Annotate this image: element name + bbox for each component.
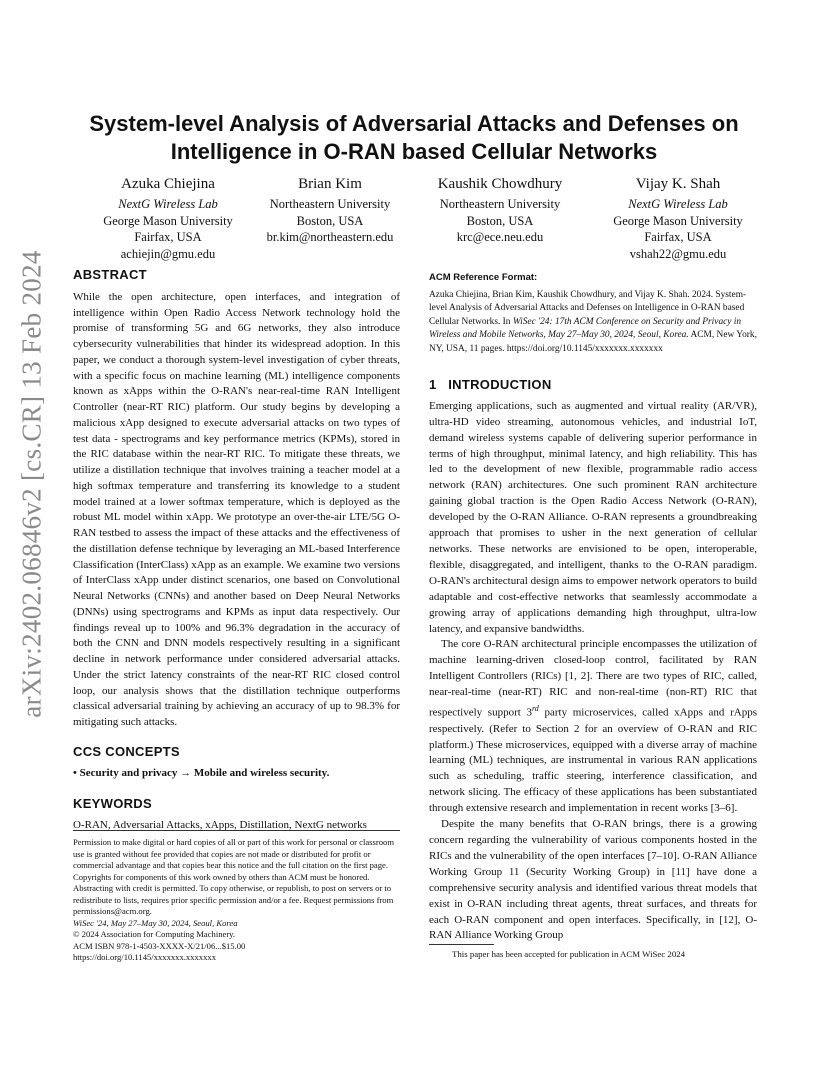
author-location: Boston, USA xyxy=(296,213,364,228)
ccs-text: • Security and privacy → Mobile and wireless security. xyxy=(73,766,330,779)
introduction-heading: 1 INTRODUCTION xyxy=(429,376,552,392)
introduction-body xyxy=(429,399,757,944)
author-email: krc@ece.neu.edu xyxy=(456,230,544,244)
author-block-1 xyxy=(78,175,258,262)
arxiv-identifier-text: arXiv:2402.06846v2 [cs.CR] 13 Feb 2024 xyxy=(16,250,47,718)
ccs-heading: CCS CONCEPTS xyxy=(73,743,180,759)
author-name: Vijay K. Shah xyxy=(635,176,721,192)
keywords-text: O-RAN, Adversarial Attacks, xApps, Distillation, NextG networks xyxy=(73,818,367,831)
author-email: achiejin@gmu.edu xyxy=(120,246,216,261)
permission-divider xyxy=(73,830,400,831)
author-email: br.kim@northeastern.edu xyxy=(266,230,394,244)
permission-text: Permission to make digital or hard copies of all or part of this work for personal or classroom use is granted without fee provided that copies are not made or distributed for profit or commercial advantage and that copies bear this notice and the full citation on the first page. Copyrights for components of this work owned by others than ACM must be honored. Abstracting with credit is permitted. To copy otherwise, or republish, to post on servers or to redistribute to lists, requires prior specific permission and/or a fee. Request permissions from permissions@acm.org. xyxy=(73,837,394,916)
intro-paragraph-2 xyxy=(429,637,757,817)
ordinal-superscript: rd xyxy=(531,704,539,714)
author-block-3 xyxy=(420,175,580,246)
right-column xyxy=(429,270,757,944)
intro-paragraph-3: Despite the many benefits that O-RAN brings, there is a growing concern regarding the vulnerability of various components hosted in the RICs and the vulnerability of the open interfaces [7–10]. O-RAN Alliance Working Group 11 (Security Working Group) in [11] have done a comprehensive security analysis and identified various threat models that exist in O-RAN including threat agents, threat surfaces, and threats for each O-RAN component and open interfaces. Specifically, in [12], O-RAN Alliance Working Group xyxy=(429,818,757,942)
permission-block xyxy=(73,837,400,964)
acceptance-footnote: This paper has been accepted for publication in ACM WiSec 2024 xyxy=(452,949,686,959)
abstract-text: While the open architecture, open interfaces, and integration of intelligence within Open Radio Access Network technology hold the promise of transforming 5G and 6G networks, they also introduce cybersecurity vulnerabilities that hinder its widespread adoption. In this paper, we conduct a thorough system-level investigation of cyber threats, with a specific focus on machine learning (ML) intelligence components known as xApps within the O-RAN's near-real-time RAN Intelligent Controller (near-RT RIC) platform. Our study begins by developing a malicious xApp designed to execute adversarial attacks on two types of test data - spectrograms and key performance metrics (KPMs), stored in the RIC database within the near-RT RIC. To mitigate these threats, we utilize a distillation technique that involves training a teacher model at a high softmax temperature and transferring its knowledge to a student model trained at a lower softmax temperature, which is deployed as the robust ML model within xApp. We prototype an over-the-air LTE/5G O-RAN testbed to assess the impact of these attacks and the effectiveness of the distillation defense technique by leveraging an ML-based Interference Classification (InterClass) xApp as an example. We examine two versions of InterClass xApp under distinct scenarios, one based on Convolutional Neural Networks (CNNs) and another based on Deep Neural Networks (DNNs) using spectrograms and KPMs as input data respectively. Our findings reveal up to 100% and 96.3% degradation in the accuracy of both the CNN and DNN models respectively resulting in a significant decline in network performance under considered adversarial attacks. Under the strict latency constraints of the near-RT RIC closed control loop, our analysis shows that the distillation technique outperforms classical adversarial training by achieving an accuracy of up to 98.3% for mitigating such attacks. xyxy=(73,290,400,729)
author-email: vshah22@gmu.edu xyxy=(629,246,727,261)
permission-isbn: ACM ISBN 978-1-4503-XXXX-X/21/06...$15.00 xyxy=(73,940,246,951)
intro-paragraph-1: Emerging applications, such as augmented and virtual reality (AR/VR), ultra-HD video streaming, autonomous vehicles, and industrial IoT, demand wireless systems capable of delivering superior performance in terms of high throughput, minimal latency, and high reliability. This has led to the development of new flexible, programmable radio access network (RAN) architectures. One such prominent RAN architecture gaining global traction is the Open Radio Access Network (O-RAN), developed by the O-RAN Alliance. O-RAN represents a groundbreaking approach that promises to usher in the next generation of cellular networks. These networks are envisioned to be open, interoperable, flexible, disaggregated, and intelligent, thanks to the O-RAN paradigm. O-RAN's architectural design aims to empower network operators to build adaptable and cost-effective networks that seamlessly accommodate a growing array of applications demanding high throughput, ultra-low latency, and expansive bandwidths. xyxy=(429,399,757,635)
title-line-1: System-level Analysis of Adversarial Attacks and Defenses on xyxy=(89,111,739,136)
author-location: Fairfax, USA xyxy=(134,230,202,244)
acm-reference-tail: ACM, New York, NY, USA, 11 pages. https://doi.org/10.1145/xxxxxxx.xxxxxxx xyxy=(429,330,757,354)
abstract-heading: ABSTRACT xyxy=(73,267,147,282)
title-line-2: Intelligence in O-RAN based Cellular Networks xyxy=(170,139,658,164)
permission-copyright: © 2024 Association for Computing Machinery. xyxy=(73,929,236,939)
author-institution: Northeastern University xyxy=(269,197,391,211)
acm-reference-text xyxy=(429,289,757,356)
acm-reference-heading: ACM Reference Format: xyxy=(429,272,538,283)
intro-paragraph-2a: The core O-RAN architectural principle encompasses the utilization of machine learning-driven closed-loop control, facilitated by RAN Intelligent Controllers (RICs) [1, 2]. There are two types of RIC, called, near-real-time (near-RT) RIC and non-real-time (non-RT) RIC that respectively support 3 xyxy=(429,638,757,719)
author-location: Fairfax, USA xyxy=(644,230,712,244)
author-block-4 xyxy=(588,175,768,262)
author-institution: Northeastern University xyxy=(439,197,561,211)
arxiv-identifier-stamp xyxy=(14,250,50,718)
author-institution: George Mason University xyxy=(613,213,743,228)
author-name: Brian Kim xyxy=(298,176,362,192)
author-lab: NextG Wireless Lab xyxy=(628,197,728,211)
permission-venue: WiSec '24, May 27–May 30, 2024, Seoul, Korea xyxy=(73,917,238,928)
footnote-divider xyxy=(429,944,494,945)
paper-title xyxy=(70,110,758,166)
author-block-2 xyxy=(255,175,405,246)
permission-doi: https://doi.org/10.1145/xxxxxxx.xxxxxxx xyxy=(73,952,216,962)
keywords-heading: KEYWORDS xyxy=(73,795,152,811)
author-institution: George Mason University xyxy=(103,213,233,228)
author-lab: NextG Wireless Lab xyxy=(118,197,218,211)
author-name: Kaushik Chowdhury xyxy=(437,176,563,192)
left-column xyxy=(73,267,400,834)
author-location: Boston, USA xyxy=(466,213,534,228)
acm-reference-authors: Azuka Chiejina, Brian Kim, Kaushik Chowdhury, and Vijay K. Shah. 2024. System-level Analysis of Adversarial Attacks and Defenses on Intelligence in O-RAN based Cellular Networks. In xyxy=(429,289,747,327)
acm-reference-venue: WiSec '24: 17th ACM Conference on Security and Privacy in Wireless and Mobile Networks, May 27–May 30, 2024, Seoul, Korea. xyxy=(429,316,742,341)
author-name: Azuka Chiejina xyxy=(121,176,215,192)
intro-paragraph-2b: party microservices, called xApps and rApps respectively. (Refer to Section 2 for an overview of O-RAN and RIC platform.) These microservices, equipped with a diverse array of machine learning (ML) techniques, are instrumental in various RAN applications such as scheduling, traffic steering, interference classification, and network slicing. The efficacy of these applications has been substantiated through extensive research and implementation in recent works [3–6]. xyxy=(429,706,757,815)
